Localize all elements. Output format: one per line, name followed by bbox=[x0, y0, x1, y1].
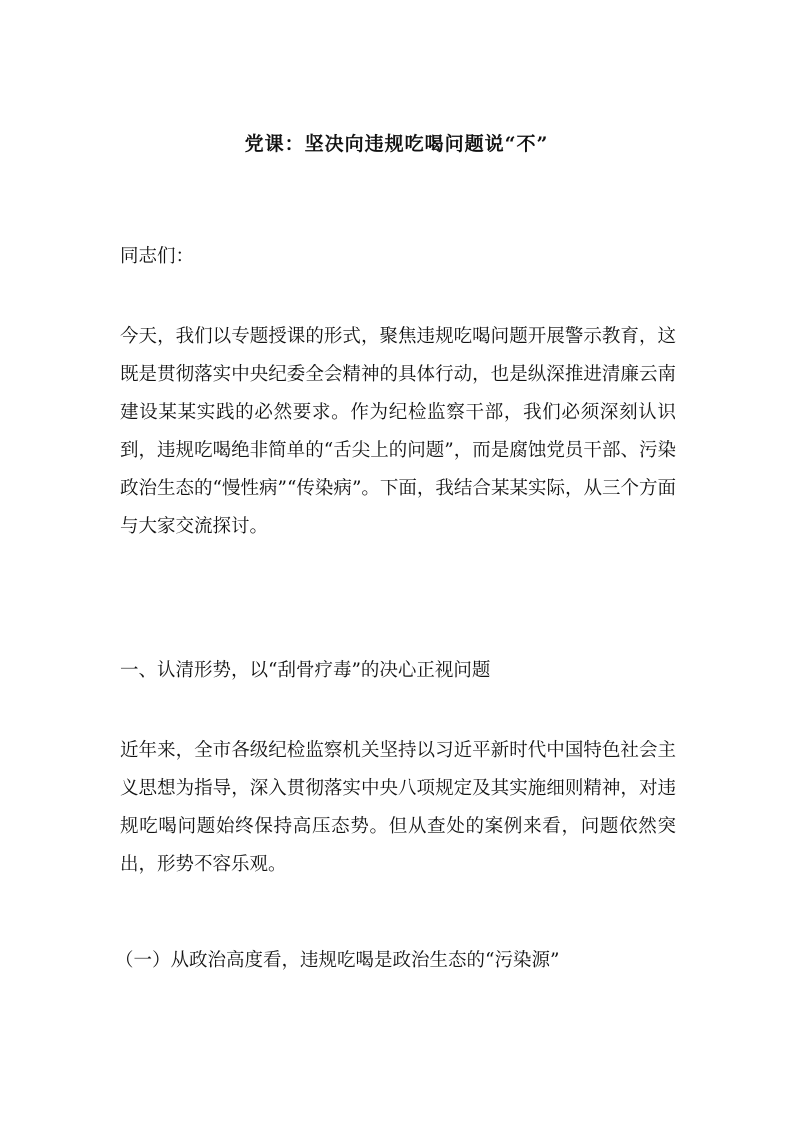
intro-paragraph: 今天，我们以专题授课的形式，聚焦违规吃喝问题开展警示教育，这既是贯彻落实中央纪委全会精神的具体行动，也是纵深推进清廉云南建设某某实践的必然要求。作为纪检监察干部，我们必须深刻认识到，违规吃喝绝非简单的“舌尖上的问题”，而是腐蚀党员干部、污染政治生态的“慢性病”“传染病”。下面，我结合某某实际，从三个方面与大家交流探讨。 bbox=[120, 326, 676, 537]
salutation: 同志们： bbox=[120, 246, 195, 267]
body-paragraph-2: 近年来，全市各级纪检监察机关坚持以习近平新时代中国特色社会主义思想为指导，深入贯彻落实中央八项规定及其实施细则精神，对违规吃喝问题始终保持高压态势。但从查处的案例来看，问题依然突出，形势不容乐观。 bbox=[120, 740, 676, 875]
section-heading-1: 一、认清形势，以“刮骨疗毒”的决心正视问题 bbox=[120, 660, 491, 681]
subsection-heading-1: （一）从政治高度看，违规吃喝是政治生态的“污染源” bbox=[115, 950, 560, 971]
document-title: 党课：坚决向违规吃喝问题说“不” bbox=[244, 133, 549, 155]
